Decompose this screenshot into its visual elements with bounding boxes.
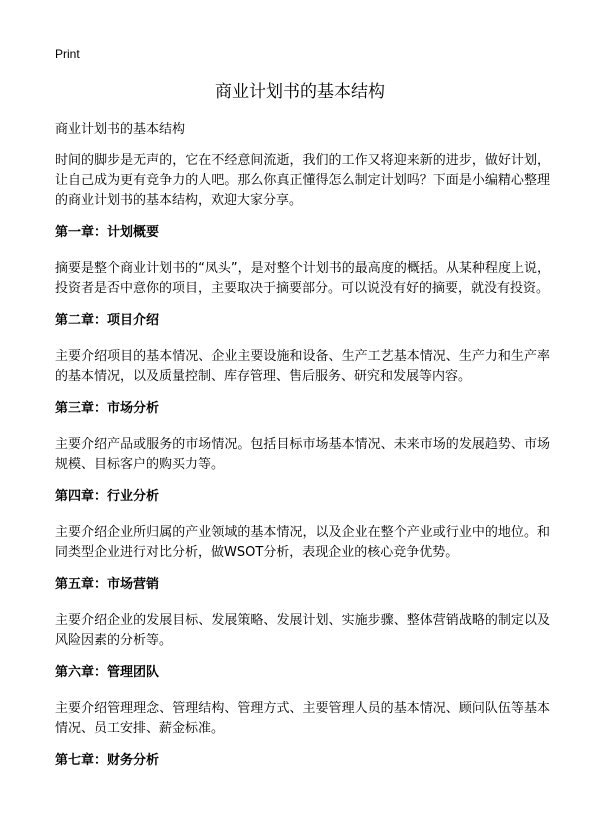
document-title: 商业计划书的基本结构 xyxy=(215,82,385,102)
section-body-3: 主要介绍产品或服务的市场情况。包括目标市场基本情况、未来市场的发展趋势、市场规模、目标客户的购买力等。 xyxy=(55,437,550,472)
document-subtitle: 商业计划书的基本结构 xyxy=(55,122,186,137)
section-heading-7: 第七章：财务分析 xyxy=(55,753,160,768)
section-heading-4: 第四章：行业分析 xyxy=(55,489,160,504)
document-body xyxy=(55,120,550,787)
section-body-2: 主要介绍项目的基本情况、企业主要设施和设备、生产工艺基本情况、生产力和生产率的基本情况，以及质量控制、库存管理、售后服务、研究和发展等内容。 xyxy=(55,349,550,384)
print-link[interactable]: Print xyxy=(55,47,80,61)
section-body-5: 主要介绍企业的发展目标、发展策略、发展计划、实施步骤、整体营销战略的制定以及风险因素的分析等。 xyxy=(55,613,550,648)
section-body-4: 主要介绍企业所归属的产业领域的基本情况，以及企业在整个产业或行业中的地位。和同类型企业进行对比分析，做WSOT分析，表现企业的核心竞争优势。 xyxy=(55,525,550,560)
section-heading-2: 第二章：项目介绍 xyxy=(55,313,160,328)
section-heading-3: 第三章：市场分析 xyxy=(55,401,160,416)
intro-paragraph: 时间的脚步是无声的，它在不经意间流逝，我们的工作又将迎来新的进步，做好计划，让自己成为更有竞争力的人吧。那么你真正懂得怎么制定计划吗？下面是小编精心整理的商业计划书的基本结构，欢迎大家分享。 xyxy=(55,153,550,208)
section-body-1: 摘要是整个商业计划书的“凤头”，是对整个计划书的最高度的概括。从某种程度上说，投资者是否中意你的项目，主要取决于摘要部分。可以说没有好的摘要，就没有投资。 xyxy=(55,261,550,296)
section-heading-6: 第六章：管理团队 xyxy=(55,665,160,680)
section-heading-1: 第一章：计划概要 xyxy=(55,225,160,240)
section-body-6: 主要介绍管理理念、管理结构、管理方式、主要管理人员的基本情况、顾问队伍等基本情况、员工安排、薪金标准。 xyxy=(55,701,550,736)
section-heading-5: 第五章：市场营销 xyxy=(55,577,160,592)
